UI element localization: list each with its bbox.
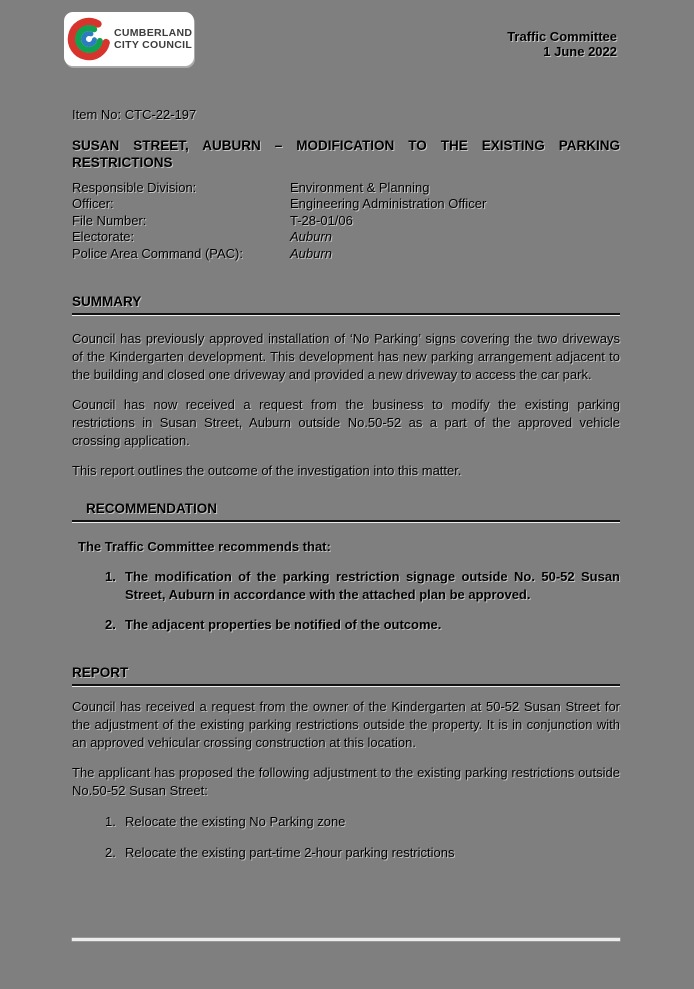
recommendation-item (105, 616, 620, 634)
item-number-marker: 2. (105, 617, 116, 633)
report-item (105, 844, 620, 862)
meta-label: File Number: (72, 212, 147, 228)
recommendation-list (105, 568, 620, 634)
item-number-marker: 1. (105, 569, 116, 585)
summary-paragraph: This report outlines the outcome of the investigation into this matter. (72, 463, 462, 479)
summary-heading (72, 294, 620, 315)
report-paragraph: Council has received a request from the owner of the Kindergarten at 50-52 Susan Street for the adjustment of the existing parking restrictions outside the property. It is in conjunction with an approved vehicular crossing construction at this location. (72, 699, 620, 751)
meta-value: Auburn (290, 229, 332, 245)
meta-label: Officer: (72, 196, 114, 212)
meeting-date: 1 June 2022 (543, 44, 617, 59)
item-text: The modification of the parking restriction signage outside No. 50-52 Susan Street, Auburn in accordance with the attached plan be approved. (125, 569, 620, 603)
meta-value: Auburn (290, 245, 332, 261)
meta-value: T-28-01/06 (290, 212, 353, 228)
meta-table (72, 180, 620, 262)
recommendation-item (105, 568, 620, 604)
logo-line1: CUMBERLAND (114, 27, 193, 39)
recommendation-heading (72, 501, 620, 522)
report-paragraph: The applicant has proposed the following adjustment to the existing parking restrictions outside No.50-52 Susan Street: (72, 765, 620, 799)
summary-paragraph: Council has previously approved installation of ‘No Parking’ signs covering the two driveways of the Kindergarten development. This development has new parking arrangement adjacent to the building and closed one driveway and provided a new driveway to access the car park. (72, 331, 620, 383)
report-heading-text: REPORT (72, 665, 129, 681)
document-body (72, 0, 620, 862)
meta-row-police-area-command (72, 246, 620, 262)
recommendation-intro: The Traffic Committee recommends that: (78, 539, 331, 555)
item-text: The adjacent properties be notified of the outcome. (125, 617, 442, 633)
meta-label: Electorate: (72, 229, 135, 245)
logo-line2: CITY COUNCIL (114, 39, 193, 51)
meta-row-responsible-division (72, 180, 620, 196)
report-title: SUSAN STREET, AUBURN – MODIFICATION TO THE EXISTING PARKING RESTRICTIONS (72, 138, 620, 170)
item-text: Relocate the existing No Parking zone (125, 814, 346, 830)
recommendation-heading-text: RECOMMENDATION (86, 501, 217, 517)
meta-value: Engineering Administration Officer (290, 196, 487, 212)
summary-heading-text: SUMMARY (72, 294, 142, 310)
report-item (105, 813, 620, 831)
report-heading (72, 665, 620, 686)
meta-row-file-number (72, 213, 620, 229)
item-text: Relocate the existing part-time 2-hour parking restrictions (125, 845, 455, 861)
meta-label: Police Area Command (PAC): (72, 245, 243, 261)
meta-row-officer (72, 196, 620, 212)
meta-row-electorate (72, 229, 620, 245)
footer-divider (72, 938, 620, 941)
meta-label: Responsible Division: (72, 180, 197, 195)
item-number-marker: 1. (105, 814, 116, 830)
item-number-marker: 2. (105, 845, 116, 861)
report-list (105, 813, 620, 862)
committee-name: Traffic Committee (507, 29, 617, 44)
item-number: Item No: CTC-22-197 (72, 107, 197, 122)
meta-value: Environment & Planning (290, 180, 430, 195)
summary-paragraph: Council has now received a request from the business to modify the existing parking restrictions in Susan Street, Auburn outside No.50-52 as a part of the approved vehicle crossing application. (72, 397, 620, 449)
